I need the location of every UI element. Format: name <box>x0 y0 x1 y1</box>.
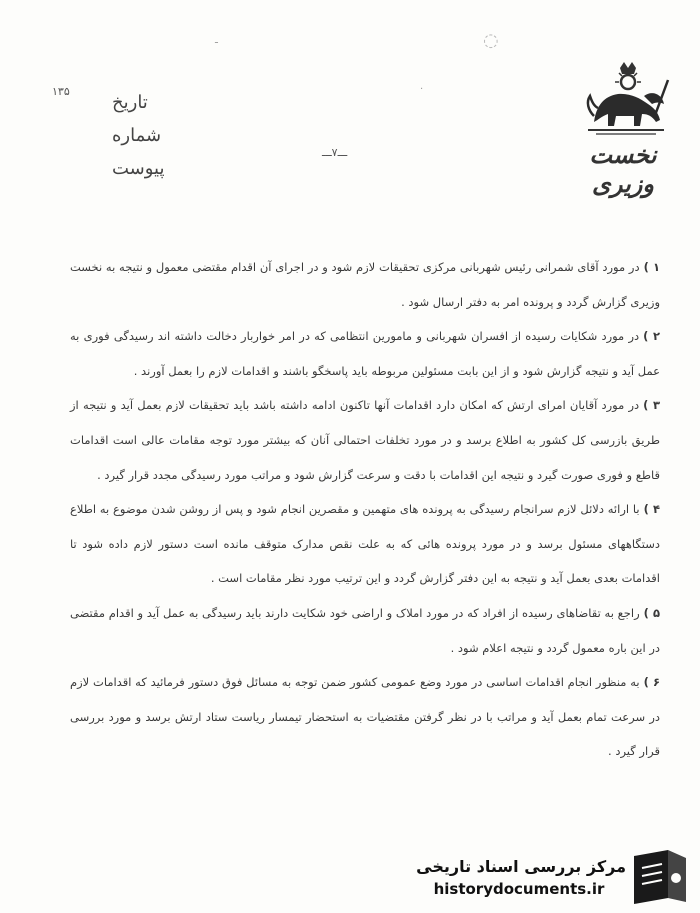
paragraph <box>70 388 660 492</box>
paragraph-text: به منظور انجام اقدامات اساسی در مورد وضع عمومی کشور ضمن توجه به مسائل فوق دستور فرمائید که اقدامات لازم در سرعت تمام بعمل آید و مراتب با در نظر گرفتن مقتضیات به استحضار تیمسار ریاست ستاد ارتش برسد و مورد بررسی قرار گیرد . <box>70 675 660 759</box>
paragraph-text: با ارائه دلائل لازم سرانجام رسیدگی به پرونده های متهمین و مقصرین انجام شود و پس از روشن شدن موضوع به اطلاع دستگاههای مسئول برسد و در مورد پرونده هائی که به علت نقص مدارک متوقف مانده است دستور لازم داده شود تا اقدامات بعدی بعمل آید و نتیجه به این دفتر گزارش گردد و این ترتیب مورد نظر مقامات است . <box>70 502 660 586</box>
handwritten-mark: ـــ۷ـــ <box>322 146 348 159</box>
paragraph <box>70 492 660 596</box>
paragraph-number: ۱ ) <box>643 260 660 274</box>
archive-name: مرکز بررسی اسناد تاریخی <box>416 857 626 876</box>
paragraph-text: راجع به تقاضاهای رسیده از افراد که در مورد املاک و اراضی خود شکایت دارند باید رسیدگی به عمل آید و اقدام مقتضی در این باره معمول گردد و نتیجه اعلام شود . <box>70 605 660 655</box>
paragraph <box>70 319 660 388</box>
paragraph <box>70 596 660 665</box>
document-number: ۱۳۵ <box>52 85 70 98</box>
paragraph-number: ۶ ) <box>643 675 660 690</box>
date-label: تاریخ <box>112 92 148 113</box>
paragraph-number: ۲ ) <box>643 329 661 344</box>
office-name: نخست وزیری <box>589 140 657 198</box>
archive-url[interactable]: historydocuments.ir <box>433 880 605 898</box>
number-label: شماره <box>112 125 162 146</box>
paragraph-text: در مورد آقای شمرانی رئیس شهربانی مرکزی تحقیقات لازم شود و در اجرای آن اقدام مقتضی معمول و نتیجه به نخست وزیری گزارش گردد و پرونده امر به دفتر ارسال شود . <box>70 260 660 309</box>
paragraph <box>70 665 660 769</box>
paragraph-number: ۵ ) <box>643 605 660 620</box>
paragraph-text: در مورد شکایات رسیده از افسران شهربانی و مامورین انتظامی که در امر خواربار دخالت داشته اند رسیدگی فوری به عمل آید و نتیجه گزارش شود و از این بابت مسئولین مربوطه باید پاسخگو باشند و اقدامات لازم را بعمل آورند . <box>70 329 660 378</box>
attachment-label: پیوست <box>112 158 165 179</box>
paragraph-text: در مورد آقایان امرای ارتش که امکان دارد اقدامات آنها تاکنون ادامه داشته باشد باید تحقیقات لازم بعمل آید و نتیجه از طریق بازرسی کل کشور به اطلاع برسد و در مورد تخلفات احتمالی آنان که بیشتر مورد توجه مقامات عالی است اقدامات قاطع و فوری صورت گیرد و نتیجه این اقدامات با دقت و سرعت گزارش شود و مراتب مورد رسیدگی مجدد قرار گیرد . <box>70 398 660 482</box>
ink-dot: · <box>420 84 424 95</box>
paragraph <box>70 250 660 319</box>
ink-mark: ـ <box>215 35 218 46</box>
paragraph-number: ۳ ) <box>643 398 660 413</box>
letter-body <box>70 250 660 769</box>
paragraph-number: ۴ ) <box>643 502 660 517</box>
lion-and-sun-emblem <box>582 60 670 138</box>
archive-logo-icon <box>628 848 692 906</box>
stamp-ring-mark: ◌ <box>483 30 499 51</box>
